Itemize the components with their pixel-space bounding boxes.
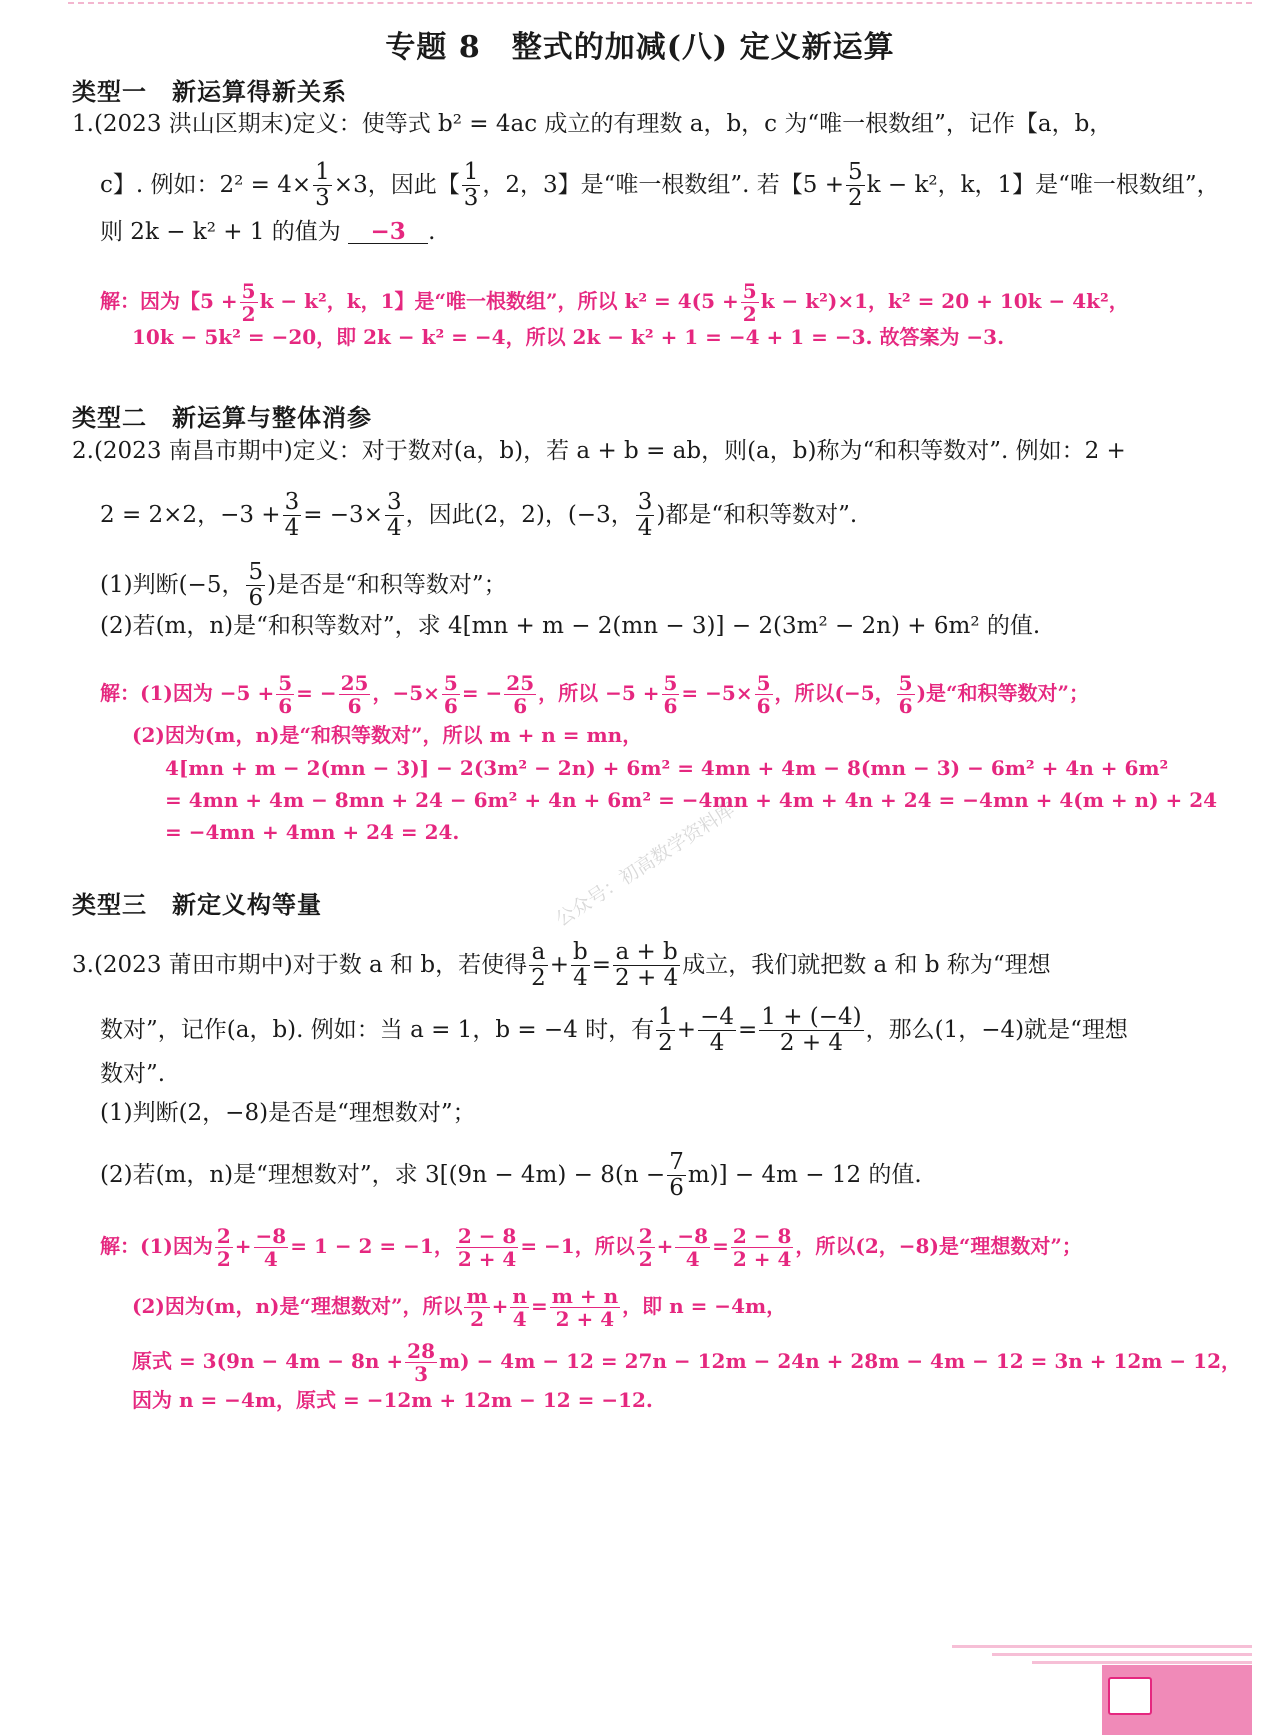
fraction: $\frac{a}{2}$ <box>531 939 546 992</box>
fraction: $\frac{3}{4}$ <box>284 489 300 542</box>
fraction: $\frac{b}{4}$ <box>573 939 588 992</box>
q1-solution-line-2: 10k − 5k² = −20，即 2k − k² = −4，所以 2k − k² + 1 = −4 + 1 = −3. 故答案为 −3. <box>132 325 1005 349</box>
page-title: 专题 8 整式的加减(八) 定义新运算 <box>385 30 895 65</box>
fraction: $\frac{5}{6}$ <box>898 671 913 718</box>
q1-line-2: c】. 例如：2² = 4× $\frac{1}{3}$ ×3，因此【 $\frac{1}{3}$ ，2，3】是“唯一根数组”. 若【5 + $\frac{5}{2}$ k − k²，k，1】是“唯一根数组”， <box>100 159 1220 212</box>
q2-solution-line-5: = −4mn + 4mn + 24 = 24. <box>165 820 460 844</box>
fraction: $\frac{2}{2}$ <box>216 1224 231 1271</box>
fraction: $\frac{5}{6}$ <box>248 559 264 612</box>
section-heading-1: 类型一 新运算得新关系 <box>72 78 347 106</box>
q2-part-1: (1)判断(−5， $\frac{5}{6}$ )是否是“和积等数对”； <box>100 559 507 612</box>
q2-solution-line-2: (2)因为(m，n)是“和积等数对”，所以 m + n = mn， <box>132 723 643 747</box>
fraction: $\frac{25}{6}$ <box>340 671 369 718</box>
fraction: $\frac{1}{3}$ <box>463 159 479 212</box>
q3-solution-line-4: 因为 n = −4m，原式 = −12m + 12m − 12 = −12. <box>132 1388 653 1412</box>
section-heading-3: 类型三 新定义构等量 <box>72 891 322 919</box>
page-number-box <box>1108 1677 1152 1715</box>
fraction: $\frac{-8}{4}$ <box>677 1224 709 1271</box>
fraction: $\frac{1 + (-4)}{2 + 4}$ <box>761 1004 862 1057</box>
q3-part-1: (1)判断(2，−8)是否是“理想数对”； <box>100 1100 476 1126</box>
q2-solution-line-1: 解：(1)因为 −5 + $\frac{5}{6}$ = − $\frac{25}{6}$ ，−5× $\frac{5}{6}$ = − $\frac{25}{6}$ ，所以 −5 + $\frac{5}{6}$ = −5× $\frac{5}{6}$ ，所以(−5， $\frac{5}{6}$ )是“和积等数对”； <box>100 671 1090 718</box>
q2-line-2: 2 = 2×2，−3 + $\frac{3}{4}$ = −3× $\frac{3}{4}$ ，因此(2，2)，(−3， $\frac{3}{4}$ )都是“和积等数对”. <box>100 489 858 542</box>
fraction: $\frac{5}{2}$ <box>847 159 863 212</box>
q2-solution-line-3: 4[mn + m − 2(mn − 3)] − 2(3m² − 2n) + 6m² = 4mn + 4m − 8(mn − 3) − 6m² + 4n + 6m² <box>165 756 1169 780</box>
fraction: $\frac{28}{3}$ <box>407 1339 435 1386</box>
q3-line-2: 数对”，记作(a，b). 例如：当 a = 1，b = −4 时，有 $\frac{1}{2}$ + $\frac{-4}{4}$ = $\frac{1 + (-4)}{2 + 4}$ ，那么(1，−4)就是“理想 <box>100 1004 1128 1057</box>
footer-decoration <box>952 1645 1252 1735</box>
q1-line-3: 则 2k − k² + 1 的值为 −3 . <box>100 218 436 245</box>
q1-line-1: 1.(2023 洪山区期末)定义：使等式 b² = 4ac 成立的有理数 a，b，c 为“唯一根数组”，记作【a，b， <box>72 111 1113 137</box>
fraction: $\frac{n}{4}$ <box>512 1284 527 1331</box>
fraction: $\frac{5}{6}$ <box>756 671 771 718</box>
fraction: $\frac{5}{6}$ <box>443 671 458 718</box>
fraction: $\frac{7}{6}$ <box>669 1149 684 1202</box>
fraction: $\frac{1}{3}$ <box>315 159 330 212</box>
fraction: $\frac{5}{6}$ <box>663 671 678 718</box>
fraction: $\frac{3}{4}$ <box>386 489 402 542</box>
q3-line-3: 数对”. <box>100 1061 166 1087</box>
q3-line-1: 3.(2023 莆田市期中)对于数 a 和 b，若使得 $\frac{a}{2}$ + $\frac{b}{4}$ = $\frac{a + b}{2 + 4}$ 成立，我们就把数 a 和 b 称为“理想 <box>72 939 1051 992</box>
section-heading-2: 类型二 新运算与整体消参 <box>72 404 372 432</box>
fraction: $\frac{1}{2}$ <box>658 1004 673 1057</box>
q2-solution-line-4: = 4mn + 4m − 8mn + 24 − 6m² + 4n + 6m² = −4mn + 4m + 4n + 24 = −4mn + 4(m + n) + 24 <box>165 788 1218 812</box>
q3-solution-line-1: 解：(1)因为 $\frac{2}{2}$ + $\frac{-8}{4}$ = 1 − 2 = −1， $\frac{2 - 8}{2 + 4}$ = −1，所以 $\frac{2}{2}$ + $\frac{-8}{4}$ = $\frac{2 - 8}{2 + 4}$ ，所以(2，−8)是“理想数对”； <box>100 1224 1082 1271</box>
fraction: $\frac{2 - 8}{2 + 4}$ <box>732 1224 792 1271</box>
fraction: $\frac{m + n}{2 + 4}$ <box>551 1284 619 1331</box>
q3-part-2: (2)若(m，n)是“理想数对”，求 3[(9n − 4m) − 8(n − $\frac{7}{6}$ m)] − 4m − 12 的值. <box>100 1149 922 1202</box>
answer-blank: −3 <box>348 220 428 244</box>
fraction: $\frac{5}{2}$ <box>742 279 757 326</box>
q1-solution-line-1: 解：因为【5 + $\frac{5}{2}$ k − k²，k，1】是“唯一根数组”，所以 k² = 4(5 + $\frac{5}{2}$ k − k²)×1，k² = 20 + 10k − 4k²， <box>100 279 1129 326</box>
fraction: $\frac{2 - 8}{2 + 4}$ <box>457 1224 517 1271</box>
watermark: 公众号：初高数学资料库 <box>551 798 739 931</box>
fraction: $\frac{2}{2}$ <box>638 1224 653 1271</box>
fraction: $\frac{3}{4}$ <box>637 489 653 542</box>
q2-part-2: (2)若(m，n)是“和积等数对”，求 4[mn + m − 2(mn − 3)] − 2(3m² − 2n) + 6m² 的值. <box>100 613 1041 639</box>
fraction: $\frac{a + b}{2 + 4}$ <box>615 939 679 992</box>
top-dashed-rule <box>68 2 1252 4</box>
fraction: $\frac{5}{2}$ <box>241 279 256 326</box>
q2-line-1: 2.(2023 南昌市期中)定义：对于数对(a，b)，若 a + b = ab，则(a，b)称为“和积等数对”. 例如：2 + <box>72 438 1126 464</box>
q3-solution-line-2: (2)因为(m，n)是“理想数对”，所以 $\frac{m}{2}$ + $\frac{n}{4}$ = $\frac{m + n}{2 + 4}$ ，即 n = −4m， <box>132 1284 787 1331</box>
fraction: $\frac{-8}{4}$ <box>255 1224 287 1271</box>
fraction: $\frac{-4}{4}$ <box>700 1004 734 1057</box>
fraction: $\frac{25}{6}$ <box>506 671 535 718</box>
fraction: $\frac{m}{2}$ <box>466 1284 488 1331</box>
q3-solution-line-3: 原式 = 3(9n − 4m − 8n + $\frac{28}{3}$ m) − 4m − 12 = 27n − 12m − 24n + 28m − 4m − 12 = 3n + 12m − 12， <box>132 1339 1241 1386</box>
fraction: $\frac{5}{6}$ <box>278 671 293 718</box>
